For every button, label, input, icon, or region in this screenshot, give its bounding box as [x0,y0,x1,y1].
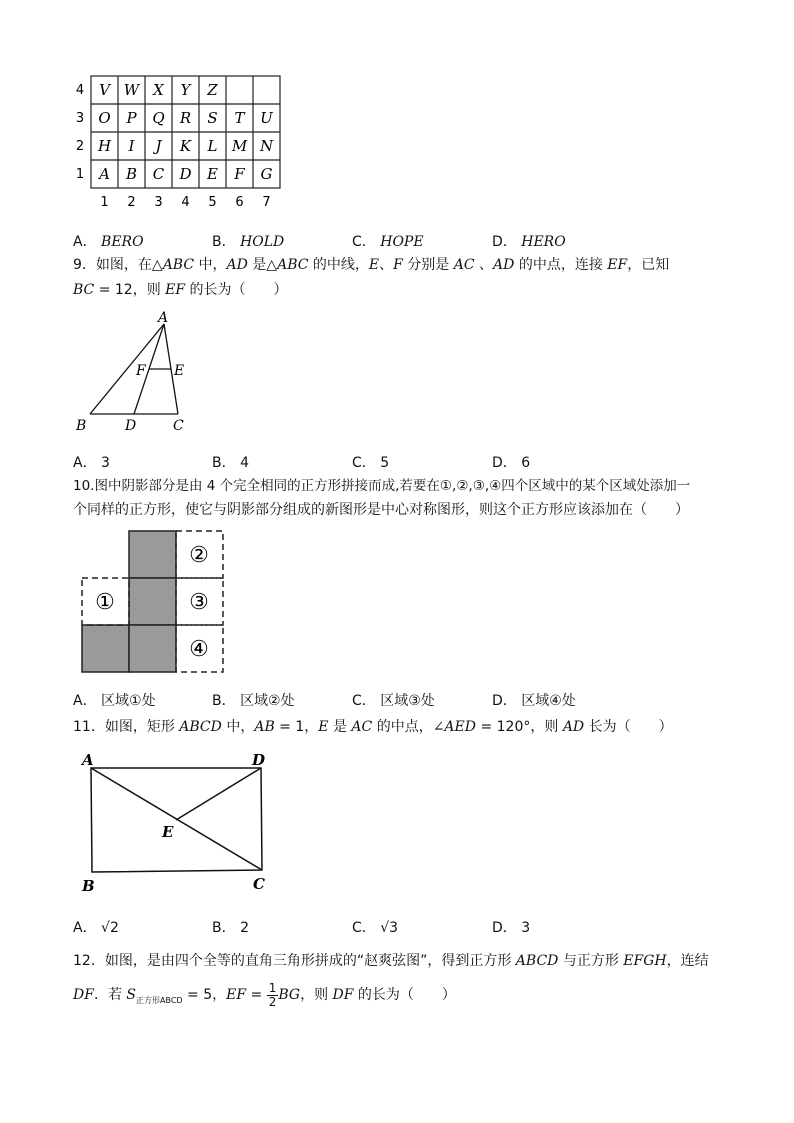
grid-row-labels [76,83,84,182]
grid-cell-letter: E [207,165,218,183]
rectangle-figure [70,748,280,898]
grid-cell-letter: K [179,137,192,155]
grid-col-label: 6 [235,195,244,210]
region-4-label: ④ [189,637,209,662]
grid-cell-letter: N [259,137,274,155]
grid-row-label: 1 [75,167,85,182]
grid-cell-letter: O [98,109,111,127]
q10-option-d[interactable]: D． 区域④处 [492,693,576,709]
label-b: B [76,418,87,434]
q12-stem-line2: DF．若 $S_{正方形ABCD} = 5$，EF = $\frac{1}{2}$ BG，则 DF 的长为（ ） [73,980,456,1009]
grid-cell-letter: J [155,137,162,155]
q11-option-d[interactable]: D． 3 [492,920,531,936]
label-c: C [253,875,265,893]
q9-stem-line1: 9．如图，在△ABC 中，AD 是△ABC 的中线，E、F 分别是 AC 、AD 的中点，连接 EF，已知 [73,257,670,273]
q9-stem-line2: BC = 12，则 EF 的长为（ ） [73,282,288,298]
grid-cell-letter: Y [180,81,191,99]
grid-cell-letter: I [128,137,135,155]
fraction-one-half: $\frac{1}{2}$ [268,980,277,1009]
label-e: E [174,363,185,379]
grid-cell-letter: W [123,81,140,99]
grid-row-label: 4 [75,83,85,98]
grid-cell-letter: D [179,165,192,183]
label-b: B [82,877,95,895]
grid-row-label: 3 [75,111,85,126]
q10-option-b[interactable]: B． 区域②处 [212,693,295,709]
shaded-square-bottom-left [82,625,129,672]
grid-cell-letter: S [207,109,218,127]
shaded-square-middle [129,578,176,625]
triangle-figure [70,308,200,438]
region-3-label: ③ [189,590,209,615]
q8-option-d[interactable]: D． HERO [492,234,566,250]
shaded-square-top [129,531,176,578]
q11-option-c[interactable]: C． √3 [352,920,399,936]
letter-grid-figure [70,70,290,215]
grid-cell-letter: A [99,165,110,183]
grid-col-label: 5 [208,195,217,210]
grid-cell-letter: M [231,137,248,155]
q11-stem: 11．如图，矩形 ABCD 中，AB = 1，E 是 AC 的中点，∠AED = 120°，则 AD 长为（ ） [73,719,673,735]
label-c: C [173,418,184,434]
q11-option-a[interactable]: A． √2 [73,920,119,936]
q10-option-c[interactable]: C． 区域③处 [352,693,435,709]
q8-option-a[interactable]: A． BERO [73,234,144,250]
grid-cell-letter: B [125,165,138,183]
q12-stem-line1: 12．如图，是由四个全等的直角三角形拼成的“赵爽弦图”，得到正方形 ABCD 与正方形 EFGH，连结 [73,953,709,969]
label-a: A [82,751,94,769]
grid-col-label: 1 [100,195,109,210]
q9-option-d[interactable]: D． 6 [492,455,531,471]
grid-cell-letter: Z [207,81,218,99]
grid-cell-letter: F [234,165,245,183]
q9-option-a[interactable]: A． 3 [73,455,110,471]
q8-option-c[interactable]: C． HOPE [352,234,424,250]
label-a: A [158,310,169,326]
grid-col-labels [100,195,270,210]
grid-cell-letter: L [207,137,218,155]
grid-cell-letter: R [179,109,192,127]
label-e: E [162,823,174,841]
grid-col-label: 4 [181,195,190,210]
q11-option-b[interactable]: B． 2 [212,920,249,936]
segment-de [176,768,261,820]
label-f: F [136,363,146,379]
grid-cell-letter: G [260,165,273,183]
grid-cell-letter: H [97,137,112,155]
grid-col-label: 3 [154,195,163,210]
region-2-label: ② [189,543,209,568]
q10-stem-line2: 个同样的正方形，使它与阴影部分组成的新图形是中心对称图形，则这个正方形应该添加在（ ） [73,502,689,518]
q9-option-b[interactable]: B． 4 [212,455,249,471]
label-d: D [252,751,266,769]
grid-row-label: 2 [75,139,85,154]
region-1-label: ① [95,590,115,615]
grid-cell-letter: C [152,165,165,183]
q10-stem-line1: 10.图中阴影部分是由 4 个完全相同的正方形拼接而成,若要在①,②,③,④四个区域中的某个区域处添加一 [73,478,691,494]
grid-cell-letter: V [99,81,110,99]
squares-figure [78,528,230,678]
grid-cell-letter: Q [152,109,165,127]
grid-cell-letter: X [153,81,164,99]
grid-col-label: 2 [127,195,136,210]
grid-cell-letter: P [126,109,137,127]
shaded-square-bottom-middle [129,625,176,672]
q8-option-b[interactable]: B． HOLD [212,234,285,250]
q9-option-c[interactable]: C． 5 [352,455,390,471]
grid-cell-letter: U [260,109,273,127]
grid-col-label: 7 [262,195,271,210]
label-d: D [125,418,137,434]
q10-option-a[interactable]: A． 区域①处 [73,693,156,709]
grid-cell-letter: T [234,109,245,127]
